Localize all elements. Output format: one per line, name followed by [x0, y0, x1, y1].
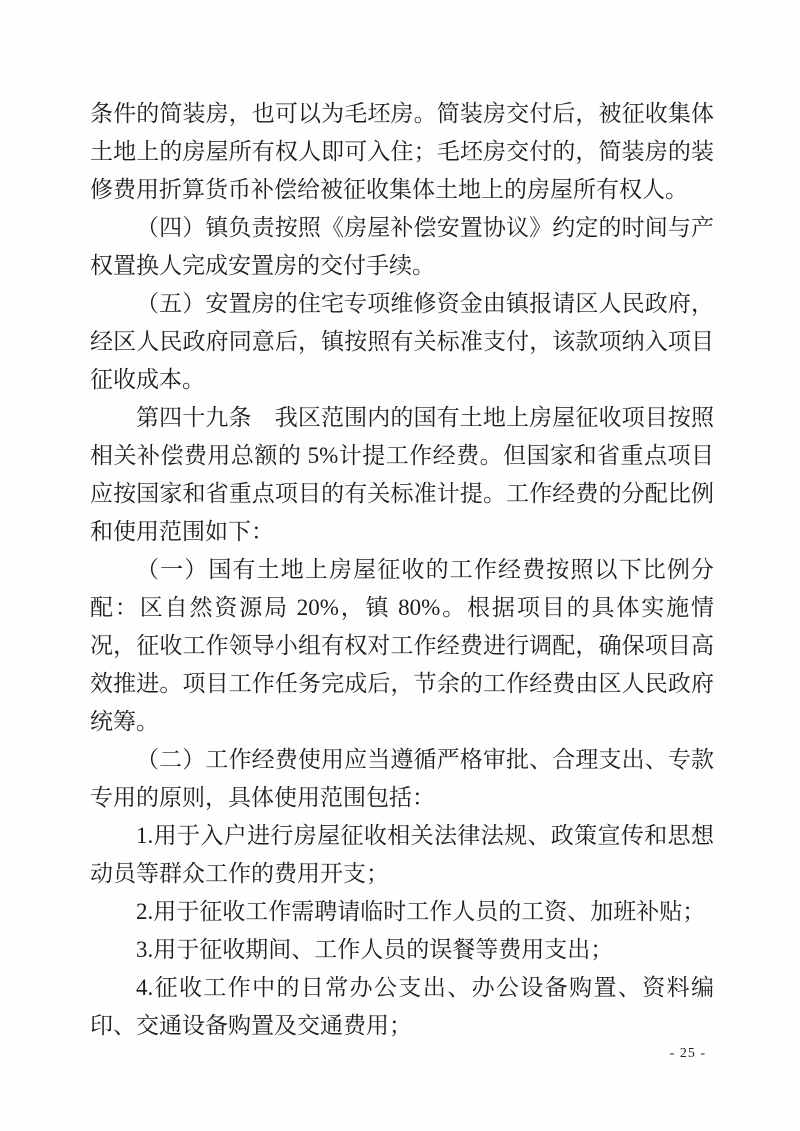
- paragraph-list-item-2: 2.用于征收工作需聘请临时工作人员的工资、加班补贴；: [136, 899, 706, 924]
- paragraph-clause-2: （二）工作经费使用应当遵循严格审批、合理支出、专款专用的原则，具体使用范围包括：: [90, 747, 714, 810]
- paragraph-item-4: （四）镇负责按照《房屋补偿安置协议》约定的时间与产权置换人完成安置房的交付手续。: [90, 215, 714, 278]
- paragraph-list-item-1: 1.用于入户进行房屋征收相关法律法规、政策宣传和思想动员等群众工作的费用开支；: [90, 823, 714, 886]
- paragraph-list-item-4: 4.征收工作中的日常办公支出、办公设备购置、资料编印、交通设备购置及交通费用；: [90, 975, 714, 1038]
- document-text-body: [90, 95, 714, 1045]
- paragraph-item-5: （五）安置房的住宅专项维修资金由镇报请区人民政府，经区人民政府同意后，镇按照有关标准支付，该款项纳入项目征收成本。: [90, 291, 714, 392]
- page-number: - 25 -: [669, 1046, 706, 1061]
- paragraph-list-item-3: 3.用于征收期间、工作人员的误餐等费用支出；: [136, 937, 614, 962]
- paragraph-clause-1: （一）国有土地上房屋征收的工作经费按照以下比例分配：区自然资源局 20%，镇 80%。根据项目的具体实施情况，征收工作领导小组有权对工作经费进行调配，确保项目高效推进。项目工作任务完成后，节余的工作经费由区人民政府统筹。: [90, 557, 714, 734]
- paragraph-continuation: 条件的简装房，也可以为毛坯房。简装房交付后，被征收集体土地上的房屋所有权人即可入住；毛坯房交付的，简装房的装修费用折算货币补偿给被征收集体土地上的房屋所有权人。: [90, 101, 714, 202]
- paragraph-article-49: 第四十九条 我区范围内的国有土地上房屋征收项目按照相关补偿费用总额的 5%计提工作经费。但国家和省重点项目应按国家和省重点项目的有关标准计提。工作经费的分配比例和使用范围如下：: [90, 405, 714, 544]
